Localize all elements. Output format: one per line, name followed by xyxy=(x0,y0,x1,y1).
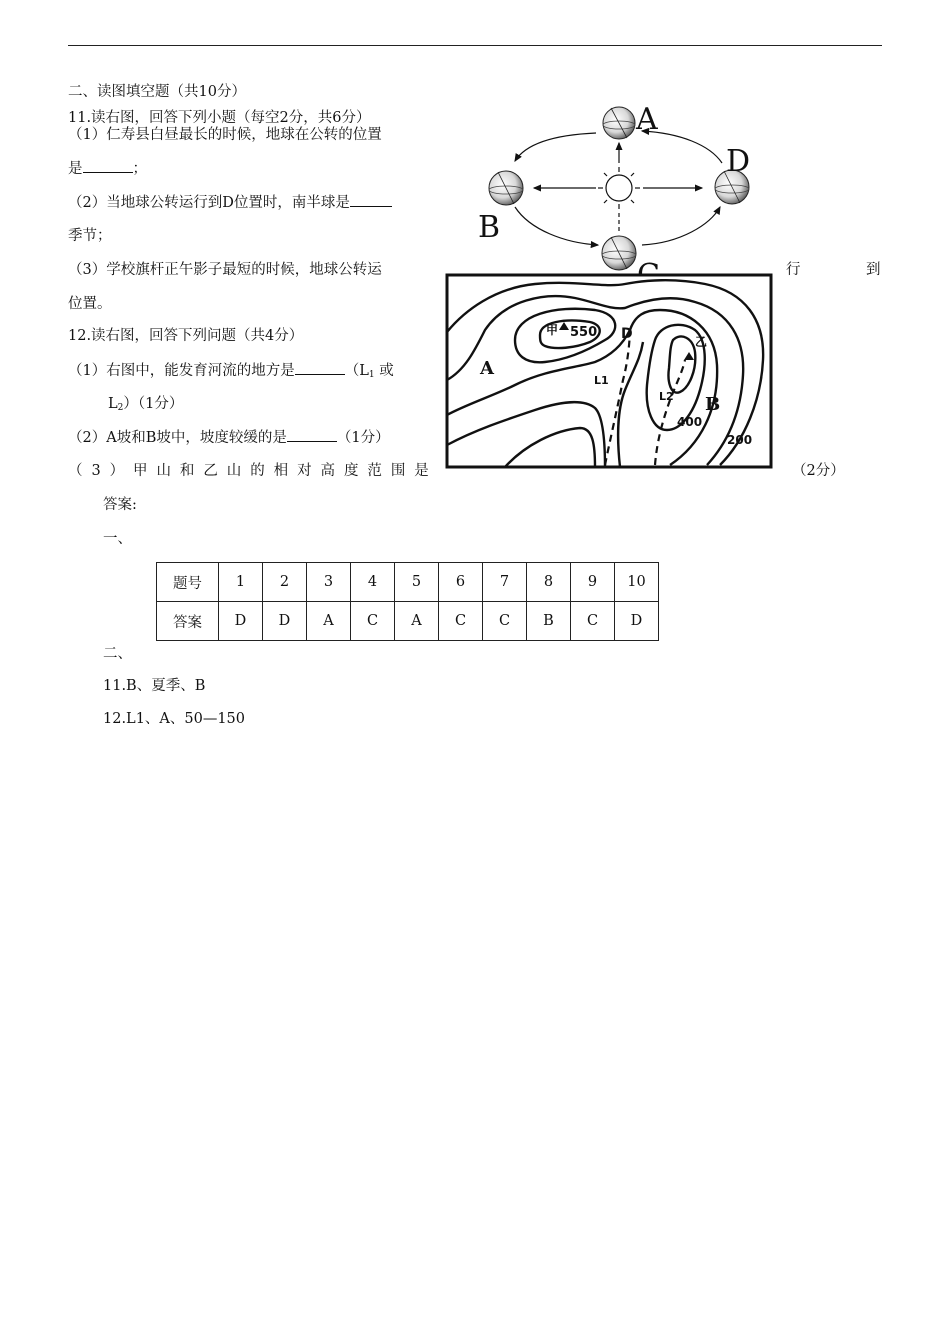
contour-200-label: 200 xyxy=(727,433,753,447)
peak-yi-label: 乙 xyxy=(695,335,708,349)
label-b: B xyxy=(478,210,501,245)
table-cell: C xyxy=(351,602,395,641)
char: 相 xyxy=(273,463,289,479)
q11-part3-mid: 行 xyxy=(786,262,801,278)
answers-part2: 二、 xyxy=(103,646,132,662)
table-cell: 5 xyxy=(395,563,439,602)
earth-orbit-diagram xyxy=(470,95,770,270)
table-header-cell: 答案 xyxy=(157,602,219,641)
header-rule xyxy=(68,45,882,46)
table-cell: D xyxy=(219,602,263,641)
q11-stem: 11.读右图，回答下列小题（每空2分，共6分） xyxy=(68,110,371,126)
table-cell: D xyxy=(615,602,659,641)
label-a: A xyxy=(636,102,658,137)
char: （ xyxy=(68,463,83,479)
table-cell: B xyxy=(527,602,571,641)
answers-part1: 一、 xyxy=(103,531,132,547)
table-cell: 4 xyxy=(351,563,395,602)
char: 甲 xyxy=(133,463,148,479)
q12-part3-score: （2分） xyxy=(792,463,845,479)
label-d: D xyxy=(726,144,751,179)
peak-jia-elevation: 550 xyxy=(570,325,598,340)
answer-12: 12.L1、A、50—150 xyxy=(103,711,246,727)
q11-part3-cont: 位置。 xyxy=(68,296,112,312)
contour-map xyxy=(445,270,773,470)
answer-blank[interactable] xyxy=(287,427,337,442)
answers-heading: 答案: xyxy=(103,497,137,513)
answer-blank[interactable] xyxy=(350,192,392,207)
char: 围 xyxy=(390,463,406,479)
char: 和 xyxy=(179,463,195,479)
table-cell: 8 xyxy=(527,563,571,602)
table-row xyxy=(157,563,659,602)
char: 山 xyxy=(156,463,171,479)
table-row xyxy=(157,602,659,641)
table-cell: 6 xyxy=(439,563,483,602)
earth-position-b xyxy=(489,171,523,205)
earth-position-c xyxy=(602,236,636,270)
table-cell: C xyxy=(439,602,483,641)
orbit-arrow xyxy=(642,207,720,245)
section-title: 二、读图填空题（共10分） xyxy=(68,84,246,100)
earth-position-a xyxy=(603,107,635,139)
contour-400-label: 400 xyxy=(677,415,703,429)
slope-a-label: A xyxy=(480,358,494,379)
char: 3 xyxy=(91,463,101,479)
char: ） xyxy=(109,463,125,479)
char: 度 xyxy=(343,463,359,479)
char: 对 xyxy=(297,463,312,479)
q12-part1-cont: $L_2)(1$分） xyxy=(108,396,184,413)
answer-blank[interactable] xyxy=(83,158,133,173)
table-cell: 1 xyxy=(219,563,263,602)
char: 乙 xyxy=(203,463,218,479)
q11-part2: （2）当地球公转运行到D位置时，南半球是 xyxy=(68,192,392,213)
table-cell: 2 xyxy=(263,563,307,602)
table-cell: A xyxy=(307,602,351,641)
table-cell: 7 xyxy=(483,563,527,602)
line-l2-label: L2 xyxy=(659,390,674,403)
answer-blank[interactable] xyxy=(295,360,345,375)
q11-part2-cont: 季节； xyxy=(68,228,112,244)
q12-stem: 12.读右图，回答下列问题（共4分） xyxy=(68,328,304,344)
q12-part1: （1）右图中，能发育河流的地方是 （$L_1$ 或 xyxy=(68,360,394,385)
table-cell: C xyxy=(483,602,527,641)
answer-table xyxy=(156,562,659,641)
table-cell: C xyxy=(571,602,615,641)
q11-part1-cont: 是 ； xyxy=(68,158,147,179)
q11-part3-end: 到 xyxy=(866,262,881,278)
sun-icon xyxy=(598,167,640,209)
q12-part2: （2）A坡和B坡中，坡度较缓的是 （1分） xyxy=(68,427,390,448)
orbit-arrow xyxy=(515,207,598,245)
q11-part1: （1）仁寿县白昼最长的时候，地球在公转的位置 xyxy=(68,127,382,143)
table-cell: 3 xyxy=(307,563,351,602)
char: 高 xyxy=(320,463,336,479)
answer-11: 11.B、夏季、B xyxy=(103,678,206,694)
q11-part3: （3）学校旗杆正午影子最短的时候，地球公转运 xyxy=(68,262,382,278)
line-l1-label: L1 xyxy=(594,374,609,387)
q12-part3 xyxy=(68,461,429,481)
point-d-label: D xyxy=(621,326,633,342)
char: 范 xyxy=(367,463,382,479)
peak-jia-label: 甲 xyxy=(546,323,559,337)
orbit-arrow xyxy=(515,133,596,161)
char: 山 xyxy=(226,463,242,479)
char: 是 xyxy=(414,463,429,479)
table-cell: A xyxy=(395,602,439,641)
table-header-cell: 题号 xyxy=(157,563,219,602)
char: 的 xyxy=(250,463,265,479)
table-cell: 9 xyxy=(571,563,615,602)
slope-b-label: B xyxy=(705,394,721,415)
table-cell: 10 xyxy=(615,563,659,602)
table-cell: D xyxy=(263,602,307,641)
